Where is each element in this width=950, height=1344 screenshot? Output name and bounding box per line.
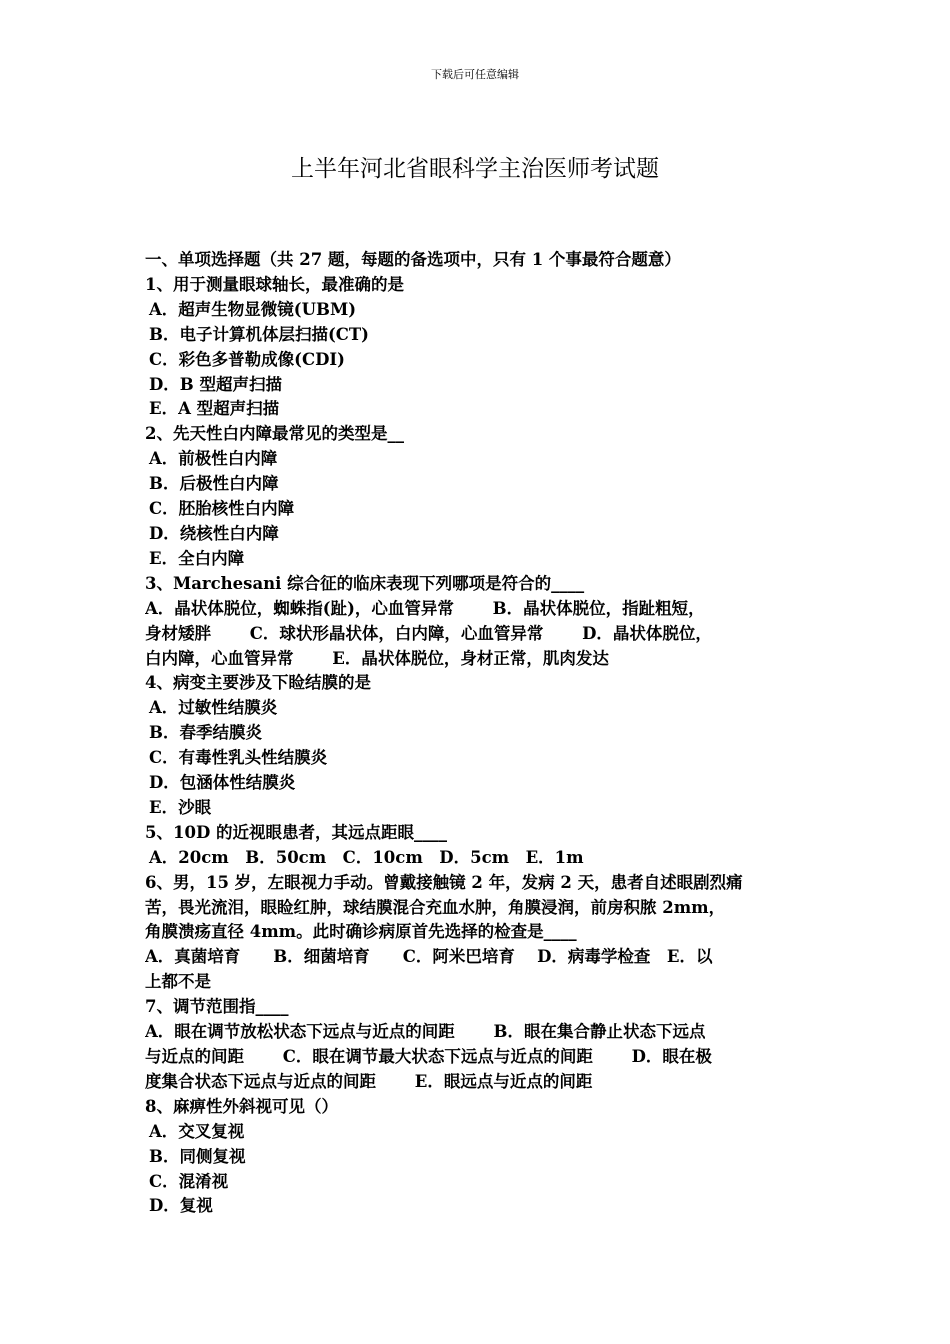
question-4-option-a: A．过敏性结膜炎 — [149, 698, 278, 718]
question-2-option-a: A．前极性白内障 — [149, 449, 278, 469]
question-8-option-c: C．混淆视 — [149, 1171, 229, 1191]
question-6-options-line-2: 上都不是 — [145, 972, 211, 992]
question-1-option-d: D．B 型超声扫描 — [149, 374, 282, 394]
question-2-stem: 2、先天性白内障最常见的类型是__ — [145, 424, 404, 444]
section-heading: 一、单项选择题（共 27 题，每题的备选项中，只有 1 个事最符合题意） — [145, 250, 681, 269]
question-4-option-d: D．包涵体性结膜炎 — [149, 773, 296, 793]
question-1-stem: 1、用于测量眼球轴长，最准确的是 — [145, 274, 404, 294]
question-5-options: A．20cm B．50cm C．10cm D．5cm E．1m — [149, 847, 584, 867]
question-7-options-line-3: 度集合状态下远点与近点的间距 E．眼远点与近点的间距 — [145, 1071, 593, 1091]
question-1-option-c: C．彩色多普勒成像(CDI) — [149, 349, 345, 369]
question-1-option-b: B．电子计算机体层扫描(CT) — [149, 324, 369, 344]
question-8-stem: 8、麻痹性外斜视可见（） — [145, 1096, 338, 1116]
question-7-options-line-2: 与近点的间距 C．眼在调节最大状态下远点与近点的间距 D．眼在极 — [145, 1047, 712, 1066]
question-2-option-c: C．胚胎核性白内障 — [149, 499, 295, 519]
question-6-stem-line-3: 角膜溃疡直径 4mm。此时确诊病原首先选择的检查是____ — [145, 922, 577, 942]
question-7-options-line-1: A．眼在调节放松状态下远点与近点的间距 B．眼在集合静止状态下远点 — [145, 1022, 706, 1042]
question-8-option-a: A．交叉复视 — [149, 1121, 245, 1141]
question-2-option-b: B．后极性白内障 — [149, 474, 279, 494]
question-1-option-a: A．超声生物显微镜(UBM) — [149, 299, 357, 319]
question-4-stem: 4、病变主要涉及下睑结膜的是 — [145, 673, 371, 693]
question-3-options-line-2: 身材矮胖 C．球状形晶状体，白内障，心血管异常 D．晶状体脱位， — [145, 623, 712, 643]
question-4-option-c: C．有毒性乳头性结膜炎 — [149, 748, 328, 768]
question-8-option-d: D．复视 — [149, 1196, 213, 1216]
question-list — [145, 248, 808, 1219]
question-3-options-line-1: A．晶状体脱位，蜘蛛指(趾)，心血管异常 B．晶状体脱位，指趾粗短， — [145, 598, 705, 618]
question-6-options-line-1: A．真菌培育 B．细菌培育 C．阿米巴培育 D．病毒学检查 E．以 — [145, 947, 713, 967]
header-note: 下载后可任意编辑 — [431, 68, 519, 81]
question-6-stem-line-2: 苦，畏光流泪，眼睑红肿，球结膜混合充血水肿，角膜浸润，前房积脓 2mm， — [145, 897, 726, 917]
document-title: 上半年河北省眼科学主治医师考试题 — [291, 156, 659, 182]
question-4-option-b: B．春季结膜炎 — [149, 723, 262, 743]
question-7-stem: 7、调节范围指____ — [145, 997, 289, 1017]
question-8-option-b: B．同侧复视 — [149, 1146, 246, 1166]
question-2-option-e: E．全白内障 — [149, 548, 245, 568]
question-2-option-d: D．绕核性白内障 — [149, 523, 279, 543]
question-6-stem-line-1: 6、男，15 岁，左眼视力手动。曾戴接触镜 2 年，发病 2 天，患者自述眼剧烈痛 — [145, 872, 743, 892]
question-3-stem: 3、Marchesani 综合征的临床表现下列哪项是符合的____ — [145, 573, 585, 593]
question-4-option-e: E．沙眼 — [149, 797, 212, 817]
question-5-stem: 5、10D 的近视眼患者，其远点距眼____ — [145, 822, 447, 842]
question-3-options-line-3: 白内障，心血管异常 E．晶状体脱位，身材正常，肌肉发达 — [145, 648, 609, 668]
question-1-option-e: E．A 型超声扫描 — [149, 399, 280, 419]
